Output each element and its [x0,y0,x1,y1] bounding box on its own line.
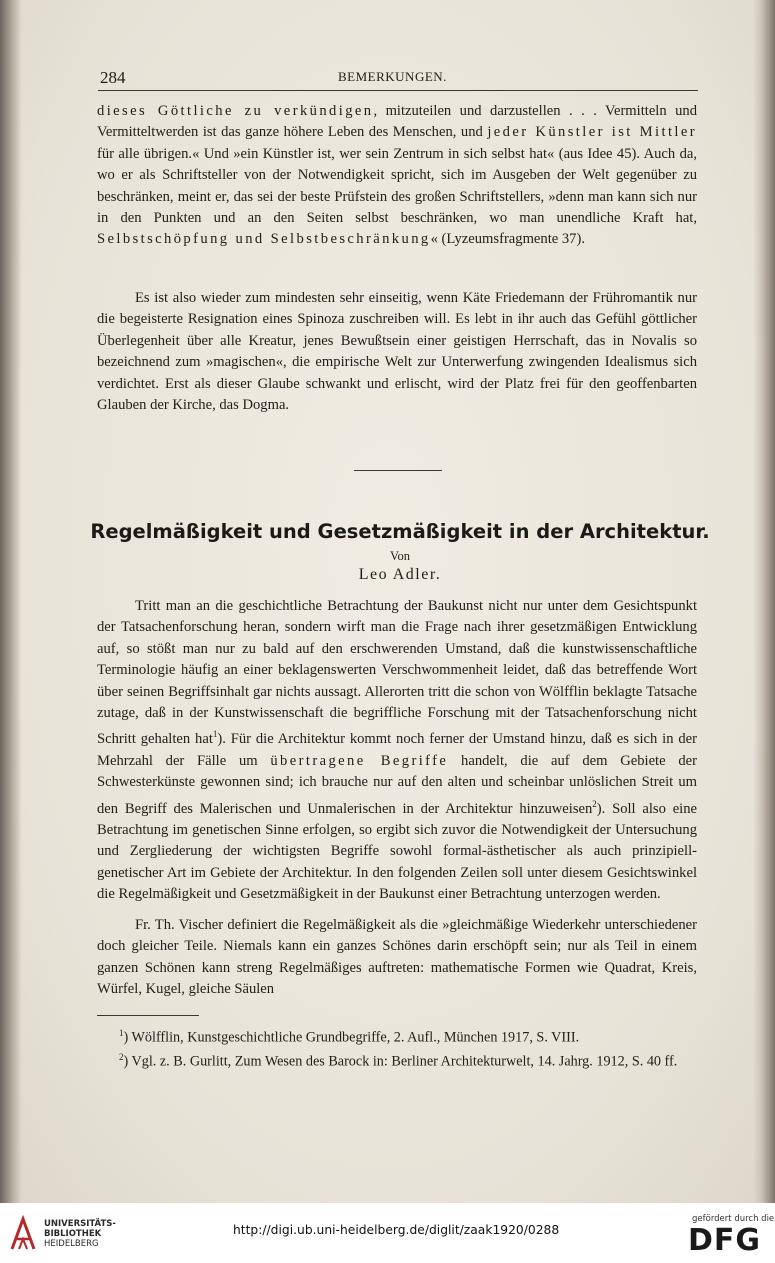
paragraph-text: Es ist also wieder zum mindesten sehr einseitig, wenn Käte Friedemann der Frühromantik nur die begeisterte Resignation eines Spinoza zuschreiben will. Es lebt in ihr auch das Gefühl göttlicher Überlegenheit über alle Kreatur, jenes Bewußtsein einer geistigen Herrschaft, das in Novalis so bezeichnend zum »magischen«, die empirische Welt zur Unterwerfung zwingenden Idealismus sich verdichtet. Erst als dieser Glaube schwankt und erlischt, wird der Platz frei für den geoffenbarten Glauben der Kirche, das Dogma. [97,290,697,414]
spaced-emphasis: übertragene Begriffe [270,752,449,769]
footnote-ref-1[interactable]: 1 [212,729,218,740]
library-name-line: BIBLIOTHEK [44,1229,102,1239]
paragraph-2 [97,288,697,416]
footnote-ref-2[interactable]: 2 [592,798,597,809]
spaced-emphasis: dieses Göttliche zu verkündigen [97,103,374,119]
spaced-emphasis: jeder Künstler ist Mittler [487,124,697,141]
footnote-1 [97,1024,697,1048]
spaced-emphasis: Selbstschöpfung und Selbstbeschränkung [97,231,431,248]
page-edge-right [753,0,775,1203]
paragraph-text: ). Für die Architektur kommt noch ferner der Umstand hinzu, daß es sich in der Mehrzahl der Fälle um [97,731,697,769]
article-title: Regelmäßigkeit und Gesetzmäßigkeit in der Architektur. [90,520,710,543]
paragraph-4 [97,915,697,1001]
funded-by-label: gefördert durch die [692,1214,775,1224]
page-number: 284 [100,68,126,87]
dfg-logo: DFG [688,1223,762,1258]
footnote-2 [97,1048,697,1072]
footnote-rule [97,1015,199,1016]
paragraph-text: handelt, die auf dem Gebiete der Schwesterkünste gewonnen sind; ich brauche nur auf den alten und scheinbar unlöslichen Streit um den Begriff des Malerischen und Unmalerischen in der Architektur hinzuweisen [97,752,697,817]
paragraph-text: ). Soll also eine Betrachtung im genetischen Sinne erfolgen, so ergibt sich zuvor die Notwendigkeit der Untersuchung und Zergliederung der wichtigsten Begriffe sowohl formal-ästhetischer als auch prinzipiell-genetischer Art im Gebiete der Architektur. In den folgenden Zeilen soll unter diesem Gesichtswinkel die Regelmäßigkeit und Gesetzmäßigkeit in der Baukunst einer Betrachtung unterzogen werden. [97,800,697,902]
paragraph-text: , mitzuteilen und darzustellen . . . Vermitteln und Vermitteltwerden ist das ganze höhere Leben des Menschen, und [97,103,697,141]
footnotes [97,1024,697,1072]
byline-von: Von [390,549,410,563]
library-name [44,1219,116,1249]
footnote-mark: 2 [119,1052,124,1063]
viewer-footer [0,1203,775,1263]
library-name-line: HEIDELBERG [44,1239,99,1249]
article-author: Leo Adler. [358,566,442,583]
permalink-url[interactable]: http://digi.ub.uni-heidelberg.de/diglit/zaak1920/0288 [233,1223,560,1237]
paragraph-text: für alle übrigen.« Und »ein Künstler ist, wer sein Zentrum in sich selbst hat« (aus Idee 45). Auch da, wo er als Schriftsteller von der Notwendigkeit spricht, sich im Ausgeben der Welt gegenüber zu beschränken, meint er, das sei der beste Prüfstein des großen Schriftstellers, »denn man kann sich nur in den Punkten und an den Seiten selbst beschränken, wo man unendliche Kraft hat, [97,145,697,227]
footnote-mark: 1 [119,1028,124,1038]
heidelberg-library-logo-icon [8,1215,38,1253]
footnote-text: ) Wölfflin, Kunstgeschichtliche Grundbegriffe, 2. Aufl., München 1917, S. VIII. [123,1029,580,1046]
paragraph-1 [97,101,697,251]
page-header [98,66,698,91]
paragraph-text: « (Lyzeumsfragmente 37). [430,231,585,248]
paragraph-3 [97,596,697,905]
paragraph-text: Fr. Th. Vischer definiert die Regelmäßigkeit als die »gleichmäßige Wiederkehr unterschiedener doch gleicher Teile. Niemals kann ein ganzes Schönes darin erschöpft sein; nur als Teil in einem ganzen Schönen kann streng Regelmäßiges auftreten: mathematische Formen wie Quadrat, Kreis, Würfel, Kugel, gleiche Säulen [97,917,697,998]
page-edge-left [0,0,22,1203]
library-name-line: UNIVERSITÄTS- [44,1219,116,1229]
running-title: BEMERKUNGEN. [338,69,447,84]
section-divider [354,470,442,471]
footnote-text: ) Vgl. z. B. Gurlitt, Zum Wesen des Barock in: Berliner Architekturwelt, 14. Jahrg. 1912, S. 40 ff. [123,1053,678,1070]
paragraph-text: Tritt man an die geschichtliche Betrachtung der Baukunst nicht nur unter dem Gesichtspunkt der Tatsachenforschung heran, sondern wirft man die Frage nach ihrer gesetzmäßigen Entwicklung auf, so stößt man nur zu bald auf den erschwerenden Umstand, daß die kunstwissenschaftliche Terminologie häufig an einer beklagenswerten Verschwommenheit leidet, daß das betreffende Wort über seinen Begriffsinhalt gar nichts aussagt. Allerorten tritt die schon von Wölfflin beklagte Tatsache zutage, daß in der Kunstwissenschaft die begriffliche Forschung mit der Tatsachenforschung nicht Schritt gehalten hat [97,598,697,748]
